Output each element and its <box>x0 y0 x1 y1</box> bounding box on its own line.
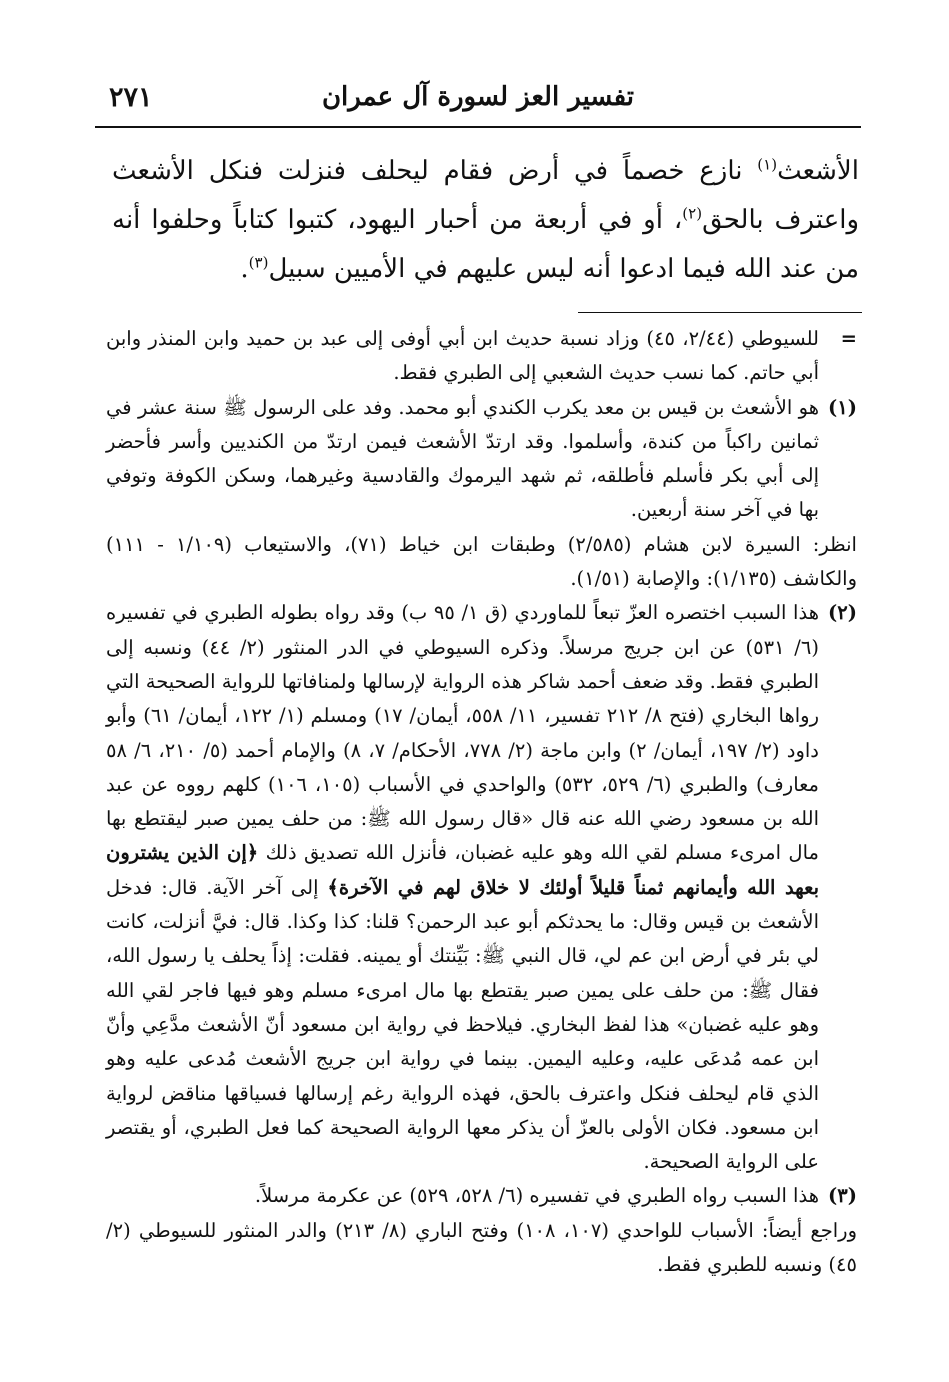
main-text-segment: الأشعث <box>777 156 859 186</box>
footnote-text-part: هذا السبب اختصره العزّ تبعاً للماوردي (ق ١/ ٩٥ ب) وقد رواه بطوله الطبري في تفسيره (٦/ ٥٣١) عن ابن جريج مرسلاً. وذكره السيوطي في الدر المنثور (٢/ ٤٤) ونسبه إلى الطبري فقط. وقد ضعف أحمد شاكر هذه الرواية لإرسالها ولمنافاتها للرواية الصحيحة التي رواها البخاري (فتح ٨/ ٢١٢ تفسير، ١١/ ٥٥٨، أيمان/ ١٧) ومسلم (١/ ١٢٢، أيمان/ ٦١) وأبو داود (٢/ ١٩٧، أيمان/ ٢) وابن ماجة (٢/ ٧٧٨، الأحكام/ ٧، ٨) والإمام أحمد (٥/ ٢١٠، ٦/ ٥٨ معارف) والطبري (٦/ ٥٢٩، ٥٣٢) والواحدي في الأسباب (١٠٥، ١٠٦) كلهم رووه عن عبد الله بن مسعود رضي الله عنه قال «قال رسول الله ﷺ: من حلف يمين صبر ليقتطع بها مال امرىء مسلم لقي الله وهو عليه غضبان، فأنزل الله تصديق ذلك <box>106 601 819 865</box>
footnote-text: هو الأشعث بن قيس بن معد يكرب الكندي أبو محمد. وفد على الرسول ﷺ سنة عشر في ثمانين راكباً من كندة، وأسلموا. وقد ارتدّ الأشعث فيمن ارتدّ من الكنديين وأسر فأحضر إلى أبي بكر فأسلم فأطلقه، ثم شهد اليرموك والقادسية وغيرهما، وسكن الكوفة وتوفي بها في آخر سنة أربعين. <box>106 395 819 522</box>
running-title: تفسير العز لسورة آل عمران <box>321 82 635 112</box>
footnote-text-part: إلى آخر الآية. قال: فدخل الأشعث بن قيس وقال: ما يحدثكم أبو عبد الرحمن؟ قلنا: كذا وكذا. قال: فيَّ أنزلت، كانت لي بئر في أرض ابن عم لي، قال النبي ﷺ: بَيِّنتك أو يمينه. فقلت: إذاً يحلف يا رسول الله، فقال ﷺ: من حلف على يمين صبر يقتطع بها مال امرىء مسلم وهو فيها فاجر لقي الله وهو عليه غضبان» هذا لفظ البخاري. فيلاحظ في رواية ابن مسعود أنّ الأشعث مدَّعِي وأنّ ابن عمه مُدعَى عليه، وعليه اليمين. بينما في رواية ابن جريج الأشعث مُدعى عليه وهو الذي قام ليحلف فنكل واعترف بالحق، فهذه الرواية رغم إرسالها فسياقها مناقض لرواية ابن مسعود. فكان الأولى بالعزّ أن يذكر معها الرواية الصحيحة كما فعل الطبري، أو يقتصر على الرواية الصحيحة. <box>106 875 819 1174</box>
quran-quote: ﴿إن الذين يشترون بعهد الله وأيمانهم ثمناً قليلاً أولئك لا خلاق لهم في الآخرة﴾ <box>106 841 819 899</box>
footnote-text: للسيوطي (٢/٤٤، ٤٥) وزاد نسبة حديث ابن أبي أوفى إلى عبد بن حميد وابن المنذر وابن أبي حاتم. كما نسب حديث الشعبي إلى الطبري فقط. <box>106 327 820 385</box>
footnote-references: انظر: السيرة لابن هشام (٢/٥٨٥) وطبقات ابن خياط (٧١)، والاستيعاب (١/١٠٩ - ١١١) والكاشف (١/١٣٥): والإصابة (١/٥١). <box>106 532 857 591</box>
footnote-ref-1: (١) <box>757 155 778 174</box>
footnote-3 <box>106 1179 857 1282</box>
footnote-mark: (٣) <box>828 1184 857 1208</box>
footnote-separator <box>578 312 862 313</box>
footnote-2 <box>106 596 857 1179</box>
footnote-mark: (٢) <box>828 601 857 625</box>
main-text-segment: ، أو في أربعة من أحبار اليهود، كتبوا كتاباً وحلفوا أنه من عند الله فيما ادعوا أنه ليس عليهم في الأميين سبيل <box>112 205 859 284</box>
main-paragraph <box>112 147 859 294</box>
footnote-mark: (١) <box>828 395 857 419</box>
main-text-segment: نازع خصماً في أرض فقام ليحلف فنزلت فنكل الأشعث واعترف بالحق <box>112 156 859 235</box>
footnote-1 <box>106 391 857 597</box>
footnote-continuation <box>106 322 857 391</box>
footnote-text <box>106 596 819 1179</box>
page-header <box>95 82 861 122</box>
footnote-mark: = <box>840 327 857 350</box>
main-text <box>112 147 859 294</box>
footnotes <box>106 322 857 1282</box>
header-rule <box>95 126 861 128</box>
footnote-text: هذا السبب رواه الطبري في تفسيره (٦/ ٥٢٨، ٥٢٩) عن عكرمة مرسلاً. <box>254 1184 819 1208</box>
footnote-ref-3: (٣) <box>248 253 269 272</box>
footnote-references: وراجع أيضاً: الأسباب للواحدي (١٠٧، ١٠٨) وفتح الباري (٨/ ٢١٣) والدر المنثور للسيوطي (٢/ ٤٥) ونسبه للطبري فقط. <box>106 1218 857 1277</box>
footnote-ref-2: (٢) <box>682 204 703 223</box>
main-text-segment: . <box>240 254 249 284</box>
page-number: ٢٧١ <box>109 82 153 113</box>
